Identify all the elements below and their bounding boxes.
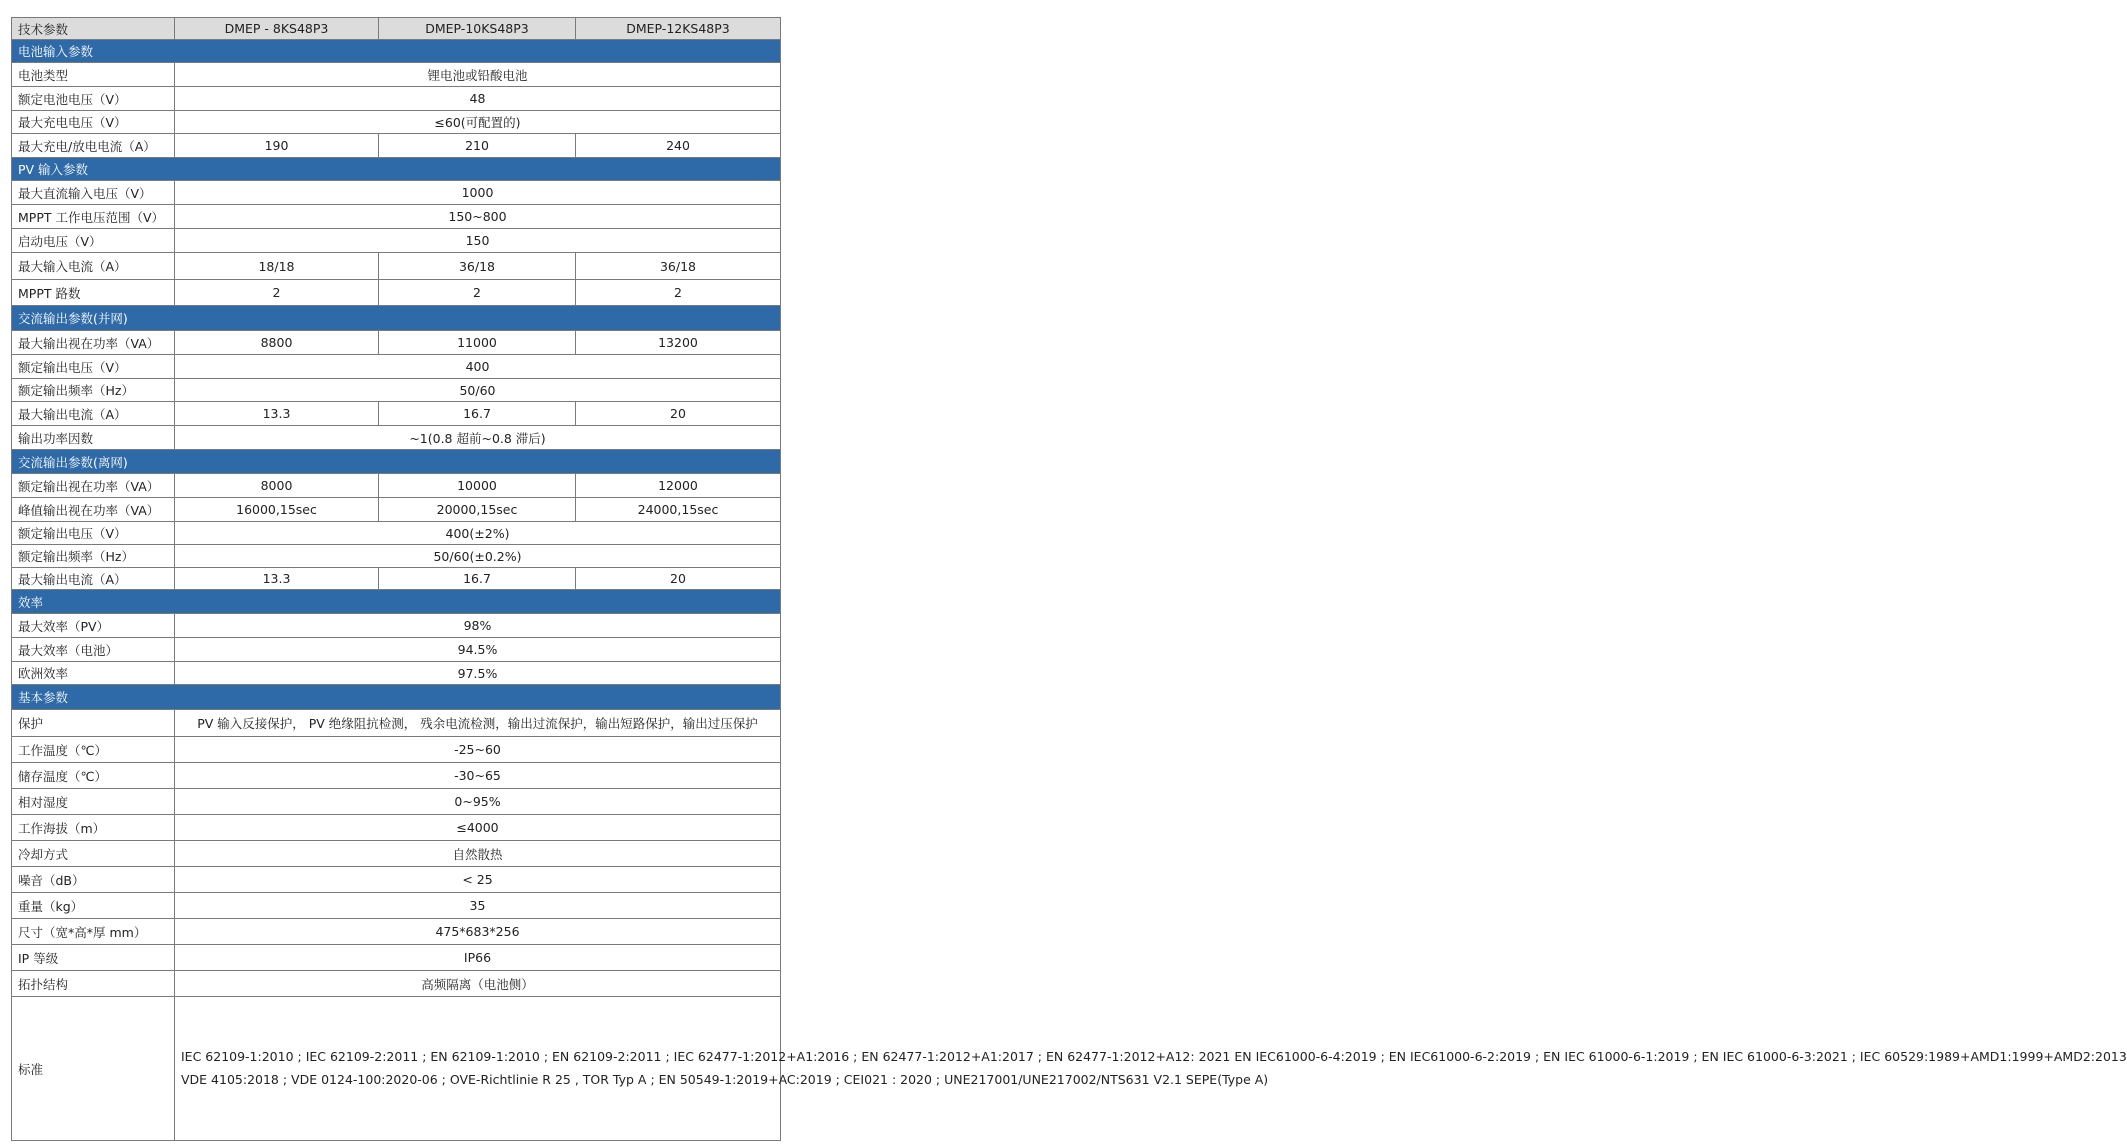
param-label: 欧洲效率 (12, 662, 175, 685)
table-row (12, 205, 781, 229)
param-label: 最大效率（电池） (12, 638, 175, 662)
table-row (12, 867, 781, 893)
table-row (12, 280, 781, 306)
param-value: 11000 (379, 331, 576, 355)
param-label: 拓扑结构 (12, 971, 175, 997)
table-row (12, 568, 781, 590)
param-value: 0~95% (175, 789, 781, 815)
param-label: 输出功率因数 (12, 426, 175, 450)
param-value: 8000 (175, 474, 379, 498)
param-label: 启动电压（V） (12, 229, 175, 253)
param-value: 13.3 (175, 402, 379, 426)
param-value: 240 (576, 134, 781, 158)
table-row (12, 474, 781, 498)
param-value: -25~60 (175, 737, 781, 763)
param-value: 36/18 (576, 253, 781, 280)
param-label: 尺寸（宽*高*厚 mm） (12, 919, 175, 945)
param-value: 2 (379, 280, 576, 306)
table-row (12, 331, 781, 355)
section-header-row (12, 590, 781, 614)
param-value: 94.5% (175, 638, 781, 662)
param-value: 8800 (175, 331, 379, 355)
standard-paragraph: VDE 4105:2018 ; VDE 0124-100:2020-06 ; OVE-Richtlinie R 25 , TOR Typ A ; EN 50549-1:2019+AC:2019 ; CEI021 : 2020 ; UNE217001/UNE217002/NTS631 V2.1 SEPE(Type A) (181, 1071, 1269, 1087)
table-row (12, 111, 781, 134)
param-value: 400(±2%) (175, 522, 781, 545)
param-value: 13.3 (175, 568, 379, 590)
table-row (12, 971, 781, 997)
table-row (12, 522, 781, 545)
param-label: 额定输出电压（V） (12, 522, 175, 545)
table-row (12, 997, 781, 1141)
param-label: 最大充电电压（V） (12, 111, 175, 134)
param-label: 最大效率（PV） (12, 614, 175, 638)
param-label: MPPT 工作电压范围（V） (12, 205, 175, 229)
table-row (12, 355, 781, 379)
section-title: 电池输入参数 (12, 40, 781, 63)
table-row (12, 815, 781, 841)
param-value: < 25 (175, 867, 781, 893)
param-label: 峰值输出视在功率（VA） (12, 498, 175, 522)
param-label: 额定输出视在功率（VA） (12, 474, 175, 498)
param-value: 35 (175, 893, 781, 919)
table-row (12, 945, 781, 971)
param-value: ≤4000 (175, 815, 781, 841)
standard-paragraph: IEC 62109-1:2010 ; IEC 62109-2:2011 ; EN 62109-1:2010 ; EN 62109-2:2011 ; IEC 62477-1:2012+A1:2016 ; EN 62477-1:2012+A1:2017 ; EN 62477-1:2012+A12: 2021 EN IEC61000-6-4:2019 ; EN IEC61000-6-2:2019 ; EN IEC 61000-6-1:2019 ; EN IEC 61000-6-3:2021 ; IEC 60529:1989+AMD1:1999+AMD2:2013 (181, 1049, 2127, 1064)
model-header: DMEP-12KS48P3 (576, 18, 781, 40)
table-row (12, 841, 781, 867)
param-value: 1000 (175, 181, 781, 205)
param-label: 噪音（dB） (12, 867, 175, 893)
table-row (12, 789, 781, 815)
table-row (12, 614, 781, 638)
section-header-row (12, 306, 781, 331)
param-label: 相对湿度 (12, 789, 175, 815)
section-title: 基本参数 (12, 685, 781, 710)
param-value: 20 (576, 402, 781, 426)
table-row (12, 737, 781, 763)
param-value (175, 997, 2127, 1141)
table-row (12, 426, 781, 450)
param-value: 36/18 (379, 253, 576, 280)
param-value: 10000 (379, 474, 576, 498)
table-row (12, 402, 781, 426)
param-value: 16000,15sec (175, 498, 379, 522)
param-label: 工作海拔（m） (12, 815, 175, 841)
param-label: 电池类型 (12, 63, 175, 87)
param-value: 50/60(±0.2%) (175, 545, 781, 568)
param-value: 20000,15sec (379, 498, 576, 522)
section-header-row (12, 158, 781, 181)
table-row (12, 87, 781, 111)
section-title: 交流输出参数(离网) (12, 450, 781, 474)
param-value: 13200 (576, 331, 781, 355)
param-value: 高频隔离（电池侧） (175, 971, 781, 997)
table-row (12, 181, 781, 205)
param-value: 50/60 (175, 379, 781, 402)
table-row (12, 638, 781, 662)
param-label: 标准 (12, 997, 175, 1141)
param-label: 储存温度（℃） (12, 763, 175, 789)
param-value: -30~65 (175, 763, 781, 789)
section-header-row (12, 685, 781, 710)
param-value: 97.5% (175, 662, 781, 685)
param-value: 18/18 (175, 253, 379, 280)
model-header: DMEP - 8KS48P3 (175, 18, 379, 40)
table-row (12, 63, 781, 87)
param-value: 475*683*256 (175, 919, 781, 945)
table-row (12, 498, 781, 522)
param-label: 最大输出电流（A） (12, 402, 175, 426)
param-label: 额定电池电压（V） (12, 87, 175, 111)
param-value: 150~800 (175, 205, 781, 229)
param-value: ~1(0.8 超前~0.8 滞后) (175, 426, 781, 450)
param-label: MPPT 路数 (12, 280, 175, 306)
table-row (12, 134, 781, 158)
param-value: 190 (175, 134, 379, 158)
param-label: IP 等级 (12, 945, 175, 971)
section-title: PV 输入参数 (12, 158, 781, 181)
param-value: ≤60(可配置的) (175, 111, 781, 134)
section-title: 交流输出参数(并网) (12, 306, 781, 331)
param-label: 最大充电/放电电流（A） (12, 134, 175, 158)
param-label: 最大输入电流（A） (12, 253, 175, 280)
section-header-row (12, 450, 781, 474)
param-label: 最大直流输入电压（V） (12, 181, 175, 205)
param-value: 12000 (576, 474, 781, 498)
table-row (12, 893, 781, 919)
param-value: 48 (175, 87, 781, 111)
table-row (12, 763, 781, 789)
param-label: 额定输出频率（Hz） (12, 545, 175, 568)
param-value: 16.7 (379, 402, 576, 426)
table-header-row (12, 18, 781, 40)
param-value: 2 (576, 280, 781, 306)
model-header: DMEP-10KS48P3 (379, 18, 576, 40)
param-value: PV 输入反接保护， PV 绝缘阻抗检测， 残余电流检测，输出过流保护，输出短路保护，输出过压保护 (175, 710, 781, 737)
param-value: 锂电池或铅酸电池 (175, 63, 781, 87)
param-label: 工作温度（℃） (12, 737, 175, 763)
param-value: 24000,15sec (576, 498, 781, 522)
param-value: 16.7 (379, 568, 576, 590)
param-value: 150 (175, 229, 781, 253)
param-value: 自然散热 (175, 841, 781, 867)
param-value: 210 (379, 134, 576, 158)
param-value: 400 (175, 355, 781, 379)
param-label: 额定输出电压（V） (12, 355, 175, 379)
table-row (12, 710, 781, 737)
header-label: 技术参数 (12, 18, 175, 40)
table-row (12, 379, 781, 402)
param-value: 20 (576, 568, 781, 590)
table-row (12, 253, 781, 280)
param-label: 最大输出视在功率（VA） (12, 331, 175, 355)
table-row (12, 919, 781, 945)
table-row (12, 545, 781, 568)
spec-table (11, 17, 2127, 1141)
section-header-row (12, 40, 781, 63)
param-value: IP66 (175, 945, 781, 971)
param-value: 2 (175, 280, 379, 306)
param-value: 98% (175, 614, 781, 638)
table-row (12, 662, 781, 685)
param-label: 额定输出频率（Hz） (12, 379, 175, 402)
param-label: 重量（kg） (12, 893, 175, 919)
section-title: 效率 (12, 590, 781, 614)
table-row (12, 229, 781, 253)
param-label: 冷却方式 (12, 841, 175, 867)
param-label: 最大输出电流（A） (12, 568, 175, 590)
param-label: 保护 (12, 710, 175, 737)
